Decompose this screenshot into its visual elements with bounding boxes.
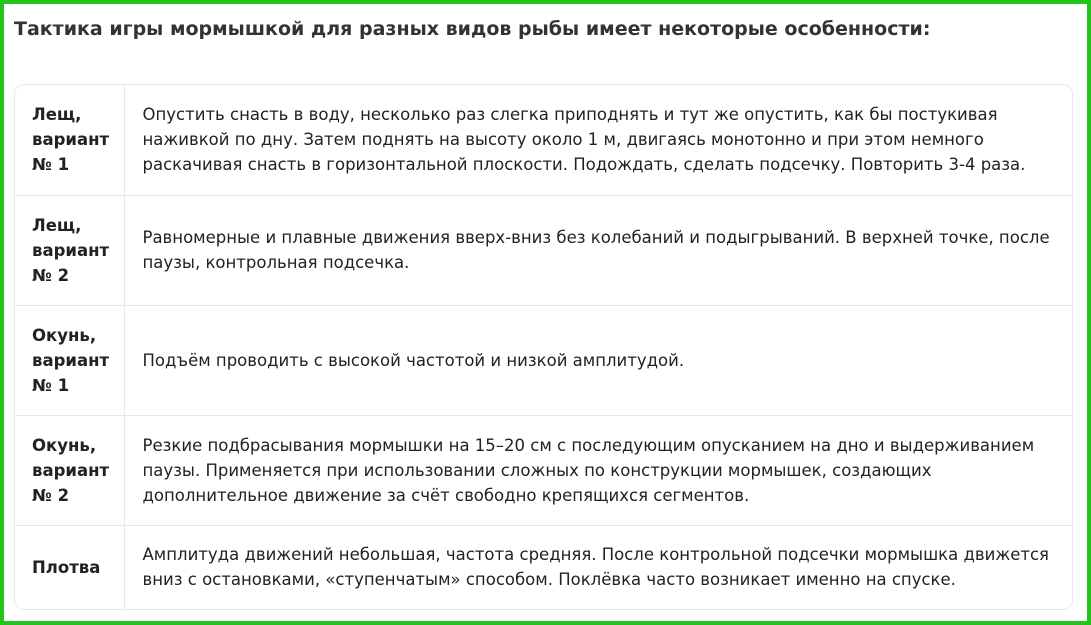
tactic-description: Резкие подбрасывания мормышки на 15–20 см с последующим опусканием на дно и выдерживанием паузы. Применяется при использовании сложных по конструкции мормышек, создающих дополнительное движение за счёт свободно крепящихся сегментов. — [124, 415, 1072, 525]
fish-variant-label: Плотва — [15, 525, 124, 609]
tactic-description: Равномерные и плавные движения вверх-вниз без колебаний и подыгрываний. В верхней точке, после паузы, контрольная подсечка. — [124, 195, 1072, 305]
table-row — [15, 305, 1072, 415]
tactic-description: Амплитуда движений небольшая, частота средняя. После контрольной подсечки мормышка движется вниз с остановками, «ступенчатым» способом. Поклёвка часто возникает именно на спуске. — [142, 545, 1049, 590]
fish-variant-label: Лещ, вариант № 2 — [15, 195, 124, 305]
tactic-description: Подъём проводить с высокой частотой и низкой амплитудой. — [124, 305, 1072, 415]
tactic-description: Опустить снасть в воду, несколько раз слегка приподнять и тут же опустить, как бы постукивая наживкой по дну. Затем поднять на высоту около 1 м, двигаясь монотонно и при этом немного раскачивая снасть в горизонтальной плоскости. Подождать, сделать подсечку. Повторить 3-4 раза. — [124, 85, 1072, 195]
tactics-table — [14, 84, 1073, 610]
fish-variant-label: Окунь, вариант № 1 — [15, 305, 124, 415]
page-heading: Тактика игры мормышкой для разных видов рыбы имеет некоторые особенности: — [14, 18, 931, 40]
table-row — [15, 525, 1072, 609]
fish-variant-label: Окунь, вариант № 2 — [15, 415, 124, 525]
tactics-table-grid — [15, 85, 1072, 609]
table-row — [15, 85, 1072, 195]
table-row — [15, 415, 1072, 525]
table-row — [15, 195, 1072, 305]
fish-variant-label: Лещ, вариант № 1 — [15, 85, 124, 195]
